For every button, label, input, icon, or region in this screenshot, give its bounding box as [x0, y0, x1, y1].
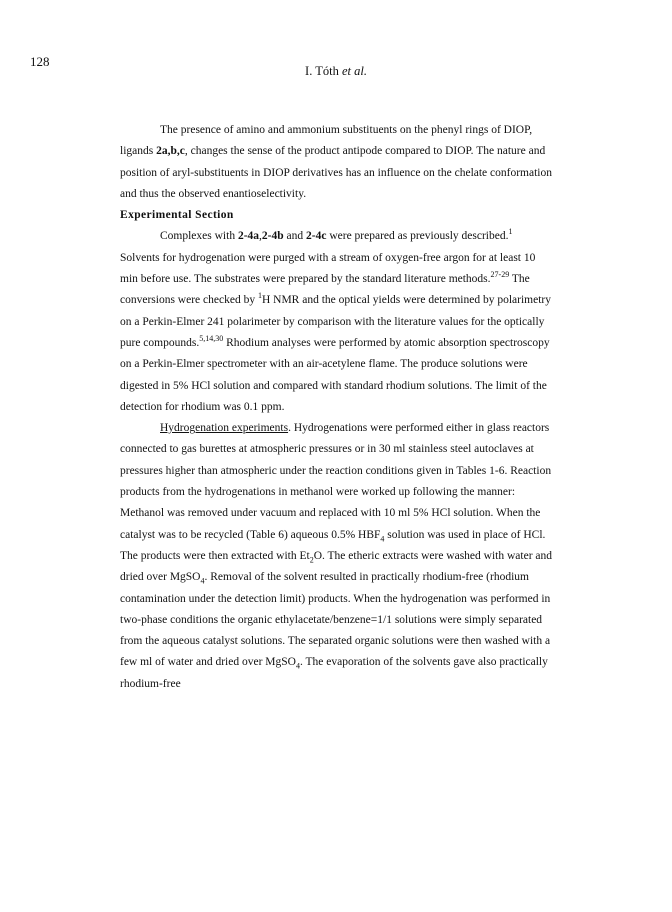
- page-number: 128: [30, 54, 50, 69]
- exp-text-5: Solvents for hydrogenation were purged with a stream of oxygen-free argon for at least 10 min before use. The substrates were prepared by the standard literature methods.: [120, 251, 536, 286]
- intro-text-2: , changes the sense of the product antipode compared to DIOP. The nature and position of aryl-substituents in DIOP derivatives has an influence on the chelate conformation and thus the observed enantioselectivity.: [120, 145, 552, 200]
- section-heading: Experimental Section: [120, 209, 234, 222]
- hydro-subscript-2: 2: [309, 555, 314, 565]
- hydro-subscript-4: 4: [295, 661, 300, 671]
- exp-text-6: The conversions were checked by: [120, 273, 530, 307]
- hydrogenation-label: Hydrogenation experiments: [160, 422, 289, 435]
- exp-text-7: H NMR and the optical yields were determined by polarimetry on a Perkin-Elmer 241 polarimeter by comparison with the literature values for the optically pure compounds.: [120, 294, 551, 349]
- hydro-subscript-1: 4: [380, 533, 385, 543]
- exp-reference-1: 1: [508, 227, 513, 237]
- exp-reference-2: 27-29: [490, 270, 510, 280]
- exp-text-3: and: [283, 230, 307, 243]
- exp-text-4: were prepared as previously described.: [326, 230, 509, 243]
- exp-nmr-superscript: 1: [257, 291, 262, 301]
- hydro-text-5: . The evaporation of the solvents gave also practically rhodium-free: [120, 656, 548, 690]
- hydro-text-2: solution was used in place of HCl. The products were then extracted with Et: [120, 528, 546, 562]
- exp-compound-2: 2-4b: [261, 230, 284, 243]
- hydro-text-1: . Hydrogenations were performed either in glass reactors connected to gas burettes at atmospheric pressures or in 30 ml stainless steel autoclaves at pressures higher than atmospheric under the reaction conditions given in Tables 1-6. Reaction products from the hydrogenations in methanol were worked up following the manner: Methanol was removed under vacuum and replaced with 10 ml 5% HCl solution. When the catalyst was to be recycled (Table 6) aqueous 0.5% HBF: [120, 422, 552, 541]
- hydro-text-3: O. The etheric extracts were washed with water and dried over MgSO: [120, 549, 552, 584]
- running-head: [0, 64, 672, 79]
- article-body: [120, 120, 552, 695]
- intro-ligand-ref: 2a,b,c: [156, 145, 185, 158]
- intro-paragraph: [120, 120, 552, 205]
- hydro-subscript-3: 4: [200, 576, 205, 586]
- exp-reference-3: 5,14,30: [199, 334, 224, 344]
- hydro-text-4: . Removal of the solvent resulted in practically rhodium-free (rhodium contamination under the detection limit) products. When the hydrogenation was performed in two-phase conditions the organic ethylacetate/benzene=1/1 solutions were simply separated from the aqueous catalyst solutions. The separated organic solutions were then washed with a few ml of water and dried over MgSO: [120, 571, 551, 669]
- experimental-paragraph: [120, 226, 552, 418]
- exp-compound-1: 2-4a: [237, 230, 260, 243]
- running-head-etal: et al.: [341, 64, 367, 78]
- running-head-author: I. Tóth: [305, 64, 339, 78]
- exp-text-2: ,: [259, 230, 262, 243]
- exp-compound-3: 2-4c: [306, 230, 327, 243]
- exp-text-8: Rhodium analyses were performed by atomic absorption spectroscopy on a Perkin-Elmer spectrometer with an air-acetylene flame. The produce solutions were digested in 5% HCl solution and compared with standard rhodium solutions. The limit of the detection for rhodium was 0.1 ppm.: [120, 336, 550, 413]
- intro-text-1: The presence of amino and ammonium substituents on the phenyl rings of DIOP, ligands: [120, 124, 533, 158]
- hydrogenation-paragraph: [120, 418, 552, 695]
- exp-text-1: Complexes with: [160, 230, 238, 243]
